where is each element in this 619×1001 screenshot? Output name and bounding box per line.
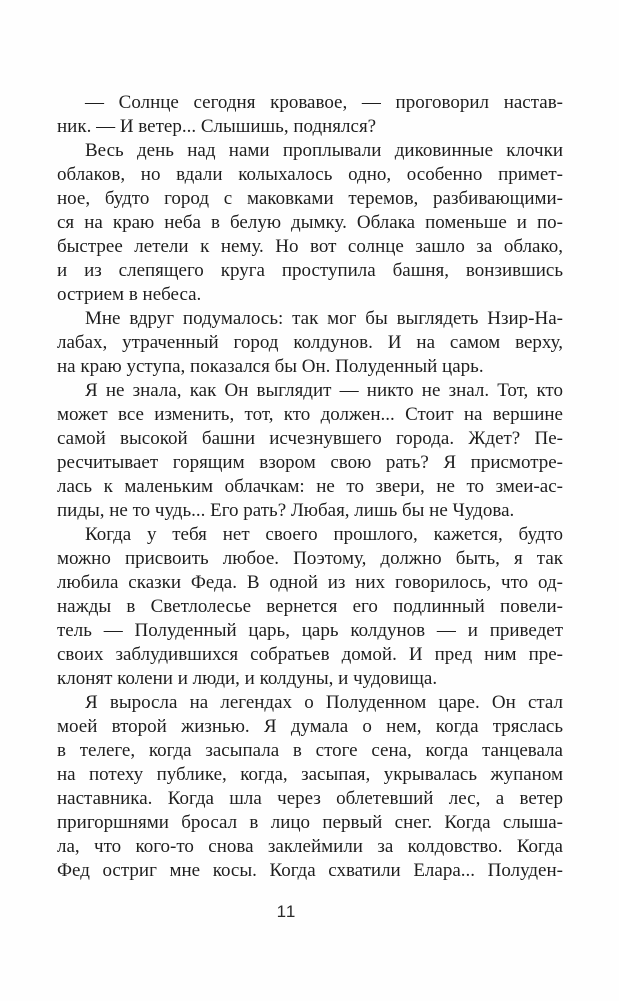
paragraph-6 [57, 691, 563, 883]
text-line: пригоршнями бросал в лицо первый снег. Когда слыша- [57, 812, 563, 833]
text-line: самой высокой башни исчезнувшего города. Ждет? Пе- [57, 428, 563, 449]
text-line: Я выросла на легендах о Полуденном царе. Он стал [85, 692, 563, 713]
text-line: — Солнце сегодня кровавое, — проговорил настав- [85, 92, 563, 113]
text-line: своих заблудившихся собратьев домой. И пред ним пре- [57, 644, 563, 665]
text-line: любила сказки Феда. В одной из них говорилось, что од- [57, 572, 563, 593]
text-line: тель — Полуденный царь, царь колдунов — и приведет [57, 620, 563, 641]
paragraph-5 [57, 523, 563, 691]
page-footer [0, 902, 573, 922]
text-line: Я не знала, как Он выглядит — никто не знал. Тот, кто [85, 380, 563, 401]
text-line: на краю уступа, показался бы Он. Полуденный царь. [57, 356, 484, 377]
text-line: ла, что кого-то снова заклеймили за колдовство. Когда [57, 836, 563, 857]
text-line: ник. — И ветер... Слышишь, поднялся? [57, 116, 377, 137]
text-line: лась к маленьким облачкам: не то звери, не то змеи-ас- [57, 476, 563, 497]
text-line: на потеху публике, когда, засыпая, укрывалась жупаном [57, 764, 563, 785]
paragraph-4 [57, 379, 563, 523]
text-line: ресчитывает горящим взором свою рать? Я присмотре- [57, 452, 563, 473]
text-line: наставника. Когда шла через облетевший лес, а ветер [57, 788, 563, 809]
text-line: Когда у тебя нет своего прошлого, кажется, будто [85, 524, 563, 545]
text-line: клонят колени и люди, и колдуны, и чудовища. [57, 668, 438, 689]
text-line: ся на краю неба в белую дымку. Облака поменьше и по- [57, 212, 563, 233]
page-text [57, 91, 563, 883]
text-line: пиды, не то чудь... Его рать? Любая, лишь бы не Чудова. [57, 500, 515, 521]
text-line: и из слепящего круга проступила башня, вонзившись [57, 260, 563, 281]
paragraph-3 [57, 307, 563, 379]
text-line: в телеге, когда засыпала в стоге сена, когда танцевала [57, 740, 563, 761]
text-line: лабах, утраченный город колдунов. И на самом верху, [57, 332, 563, 353]
paragraph-1 [57, 91, 563, 139]
page-number: 11 [276, 902, 297, 921]
text-line: облаков, но вдали колыхалось одно, особенно примет- [57, 164, 563, 185]
text-line: Фед остриг мне косы. Когда схватили Елара... Полуден- [57, 860, 563, 881]
paragraph-2 [57, 139, 563, 307]
text-line: быстрее летели к нему. Но вот солнце зашло за облако, [57, 236, 563, 257]
text-line: моей второй жизнью. Я думала о нем, когда тряслась [57, 716, 563, 737]
text-line: ное, будто город с маковками теремов, разбивающими- [57, 188, 563, 209]
text-line: можно присвоить любое. Поэтому, должно быть, я так [57, 548, 563, 569]
text-line: Мне вдруг подумалось: так мог бы выглядеть Нзир-На- [85, 308, 563, 329]
text-line: может все изменить, тот, кто должен... Стоит на вершине [57, 404, 563, 425]
text-line: Весь день над нами проплывали диковинные клочки [85, 140, 563, 161]
text-line: нажды в Светлолесье вернется его подлинный повели- [57, 596, 563, 617]
text-line: острием в небеса. [57, 284, 202, 305]
